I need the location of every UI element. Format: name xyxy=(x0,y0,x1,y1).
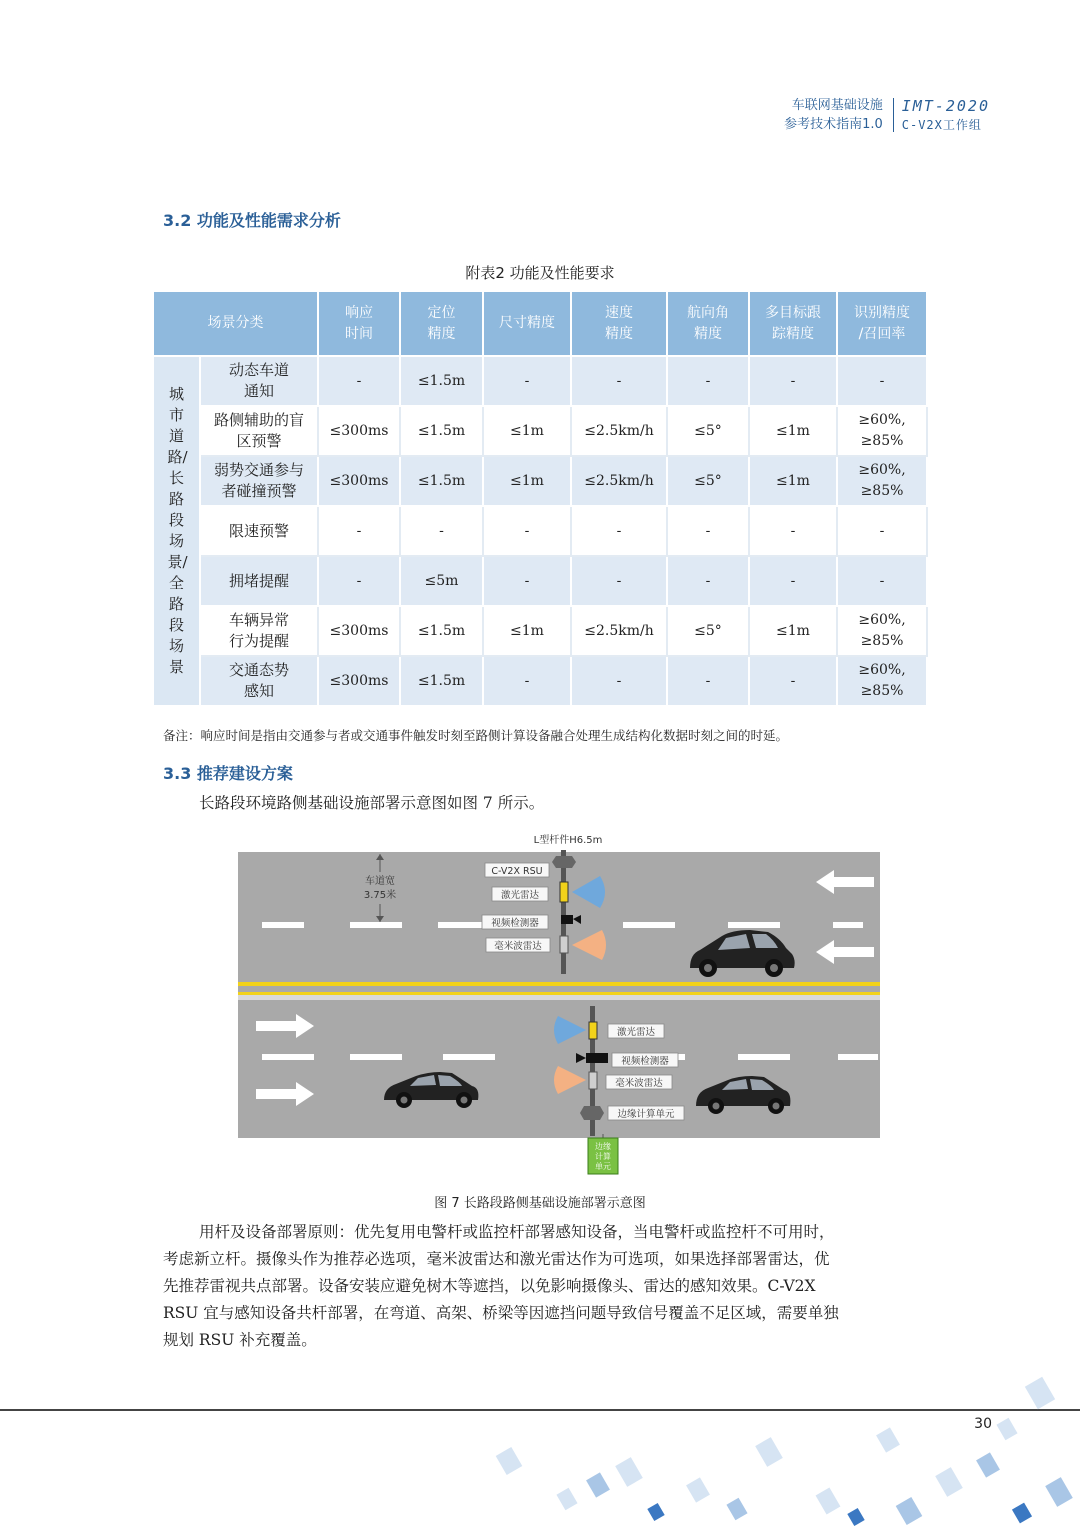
svg-text:单元: 单元 xyxy=(595,1162,611,1171)
scenario-name-cell: 路侧辅助的盲 区预警 xyxy=(200,406,318,456)
camera-device-icon xyxy=(561,915,573,924)
header-title-line2: 参考技术指南1.0 xyxy=(784,117,883,132)
table-cell: ≤5m xyxy=(400,556,483,606)
scenario-name-cell: 拥堵提醒 xyxy=(200,556,318,606)
table-cell: ≤300ms xyxy=(318,406,400,456)
paragraph-line: 用杆及设备部署原则：优先复用电警杆或监控杆部署感知设备，当电警杆或监控杆不可用时， xyxy=(199,1223,835,1241)
table-cell: - xyxy=(318,506,400,556)
figure-caption: 图 7 长路段路侧基础设施部署示意图 xyxy=(434,1196,646,1211)
header-text: 定位 xyxy=(427,304,456,321)
table-header-cell xyxy=(153,291,318,356)
table-cell: - xyxy=(571,356,667,406)
table-header-cell xyxy=(400,291,483,356)
working-group-label: C-V2X工作组 xyxy=(901,118,982,132)
scenario-group-label: 城市道路/长路段场景/全路段场景 xyxy=(167,384,188,676)
table-cell: ≤1m xyxy=(483,406,571,456)
deployment-diagram xyxy=(238,830,882,1180)
table-cell: ≤1.5m xyxy=(400,356,483,406)
table-cell: ≥60%, ≥85% xyxy=(837,656,927,706)
table-cell: - xyxy=(483,556,571,606)
table-cell: ≤2.5km/h xyxy=(571,606,667,656)
table-cell: ≤300ms xyxy=(318,606,400,656)
camera-label-top: 视频检测器 xyxy=(491,918,539,929)
table-row xyxy=(153,506,927,556)
table-cell: - xyxy=(837,556,927,606)
table-cell: ≤2.5km/h xyxy=(571,456,667,506)
table-cell: - xyxy=(749,506,837,556)
header-text: 场景分类 xyxy=(207,315,264,331)
svg-text:计算: 计算 xyxy=(595,1152,611,1161)
header-divider xyxy=(893,98,894,132)
table-header-row xyxy=(153,291,927,356)
table-cell: - xyxy=(837,506,927,556)
body-paragraph xyxy=(163,1219,919,1354)
svg-text:边缘: 边缘 xyxy=(595,1142,611,1151)
top-pole xyxy=(561,850,566,974)
center-line-yellow xyxy=(238,982,880,986)
table-cell: - xyxy=(318,556,400,606)
table-cell: ≤5° xyxy=(667,456,749,506)
header-text: 踪精度 xyxy=(772,325,814,342)
header-title-line1: 车联网基础设施 xyxy=(791,98,883,113)
table-cell: - xyxy=(667,506,749,556)
table-header-cell xyxy=(749,291,837,356)
scenario-name-cell: 弱势交通参与 者碰撞预警 xyxy=(200,456,318,506)
table-cell: ≤1.5m xyxy=(400,656,483,706)
table-cell: ≤1m xyxy=(483,456,571,506)
scenario-name-cell: 车辆异常 行为提醒 xyxy=(200,606,318,656)
table-cell: - xyxy=(483,356,571,406)
table-cell: - xyxy=(749,356,837,406)
scenario-group-cell xyxy=(153,356,200,706)
table-caption: 附表2 功能及性能要求 xyxy=(465,264,615,282)
header-title xyxy=(784,96,893,134)
table-cell: - xyxy=(749,656,837,706)
table-header-cell xyxy=(837,291,927,356)
table-row xyxy=(153,356,927,406)
table-cell: ≤300ms xyxy=(318,656,400,706)
table-cell: - xyxy=(571,506,667,556)
table-cell: - xyxy=(571,656,667,706)
table-cell: ≤1.5m xyxy=(400,606,483,656)
section-heading-3-3: 3.3 推荐建设方案 xyxy=(163,764,293,783)
header-text: 航向角 xyxy=(687,304,729,321)
header-text: 识别精度 xyxy=(854,304,910,321)
table-row xyxy=(153,456,927,506)
table-cell: ≥60%, ≥85% xyxy=(837,606,927,656)
radar-device-icon xyxy=(560,936,568,953)
road-divider xyxy=(238,995,880,1000)
table-cell: ≤5° xyxy=(667,606,749,656)
header-text: 精度 xyxy=(694,325,722,342)
lidar-label-bottom: 激光雷达 xyxy=(616,1027,656,1038)
table-cell: - xyxy=(667,556,749,606)
lidar-device-icon xyxy=(560,882,568,902)
header-text: 尺寸精度 xyxy=(499,315,555,331)
table-cell: ≥60%, ≥85% xyxy=(837,456,927,506)
footer-decoration xyxy=(0,1360,1080,1527)
table-row xyxy=(153,406,927,456)
header-text: 时间 xyxy=(345,325,373,342)
rsu-hexagon-icon xyxy=(552,856,576,868)
header-text: 速度 xyxy=(605,304,633,321)
page-header xyxy=(784,96,990,134)
radar-label-bottom: 毫米波雷达 xyxy=(615,1078,663,1089)
table-cell: - xyxy=(749,556,837,606)
lane-width-value: 3.75米 xyxy=(363,890,397,901)
header-text: 精度 xyxy=(427,325,456,342)
edge-compute-box-text xyxy=(595,1141,611,1171)
table-cell: ≤1m xyxy=(749,406,837,456)
camera-device-icon-bottom xyxy=(586,1053,608,1063)
radar-label-top: 毫米波雷达 xyxy=(494,941,542,952)
header-logo xyxy=(902,96,990,134)
table-cell: - xyxy=(837,356,927,406)
lane-width-label: 车道宽 xyxy=(365,876,395,887)
table-cell: - xyxy=(667,656,749,706)
table-cell: ≥60%, ≥85% xyxy=(837,406,927,456)
table-cell: ≤1m xyxy=(749,606,837,656)
section-heading-3-2: 3.2 功能及性能需求分析 xyxy=(163,211,341,230)
paragraph-line: 先推荐雷视共点部署。设备安装应避免树木等遮挡，以免影响摄像头、雷达的感知效果。C-V2X xyxy=(163,1277,816,1295)
rsu-label: C-V2X RSU xyxy=(491,866,543,877)
scenario-name-cell: 动态车道 通知 xyxy=(200,356,318,406)
table-cell: ≤2.5km/h xyxy=(571,406,667,456)
camera-label-bottom: 视频检测器 xyxy=(621,1056,669,1067)
table-cell: ≤1.5m xyxy=(400,406,483,456)
decorative-tiles xyxy=(496,1377,1055,1515)
paragraph-line: 规划 RSU 补充覆盖。 xyxy=(163,1331,317,1349)
table-header-cell xyxy=(571,291,667,356)
table-row xyxy=(153,556,927,606)
table-header-cell xyxy=(318,291,400,356)
lidar-device-icon-bottom xyxy=(589,1022,597,1039)
table-cell: - xyxy=(483,656,571,706)
table-note: 备注：响应时间是指由交通参与者或交通事件触发时刻至路侧计算设备融合处理生成结构化数据时刻之间的时延。 xyxy=(163,728,789,743)
scenario-name-cell: 交通态势 感知 xyxy=(200,656,318,706)
table-cell: ≤1m xyxy=(749,456,837,506)
header-text: 多目标跟 xyxy=(765,304,821,321)
paragraph-line: 考虑新立杆。摄像头作为推荐必选项，毫米波雷达和激光雷达作为可选项，如果选择部署雷达，优 xyxy=(163,1250,830,1268)
pole-label: L型杆件H6.5m xyxy=(533,835,603,846)
table-cell: - xyxy=(667,356,749,406)
header-text: 精度 xyxy=(605,325,633,342)
table-header-cell xyxy=(667,291,749,356)
lidar-label-top: 激光雷达 xyxy=(500,890,540,901)
paragraph-line: RSU 宜与感知设备共杆部署，在弯道、高架、桥梁等因遮挡问题导致信号覆盖不足区域，需要单独 xyxy=(163,1304,839,1322)
scenario-name-cell: 限速预警 xyxy=(200,506,318,556)
table-row xyxy=(153,656,927,706)
header-text: 响应 xyxy=(345,304,373,321)
table-cell: ≤5° xyxy=(667,406,749,456)
table-cell: - xyxy=(483,506,571,556)
table-row xyxy=(153,606,927,656)
header-text: /召回率 xyxy=(858,325,906,342)
table-cell: - xyxy=(318,356,400,406)
page-number: 30 xyxy=(974,1416,992,1432)
table-cell: - xyxy=(400,506,483,556)
edge-unit-label: 边缘计算单元 xyxy=(617,1109,675,1120)
table-cell: - xyxy=(571,556,667,606)
imt2020-logo: IMT-2020 xyxy=(901,97,990,115)
radar-device-icon-bottom xyxy=(589,1072,597,1089)
table-header-cell xyxy=(483,291,571,356)
requirements-table xyxy=(152,290,928,707)
table-cell: ≤300ms xyxy=(318,456,400,506)
edge-unit-hexagon-icon xyxy=(580,1106,604,1120)
table-cell: ≤1m xyxy=(483,606,571,656)
table-cell: ≤1.5m xyxy=(400,456,483,506)
intro-paragraph: 长路段环境路侧基础设施部署示意图如图 7 所示。 xyxy=(199,794,545,812)
